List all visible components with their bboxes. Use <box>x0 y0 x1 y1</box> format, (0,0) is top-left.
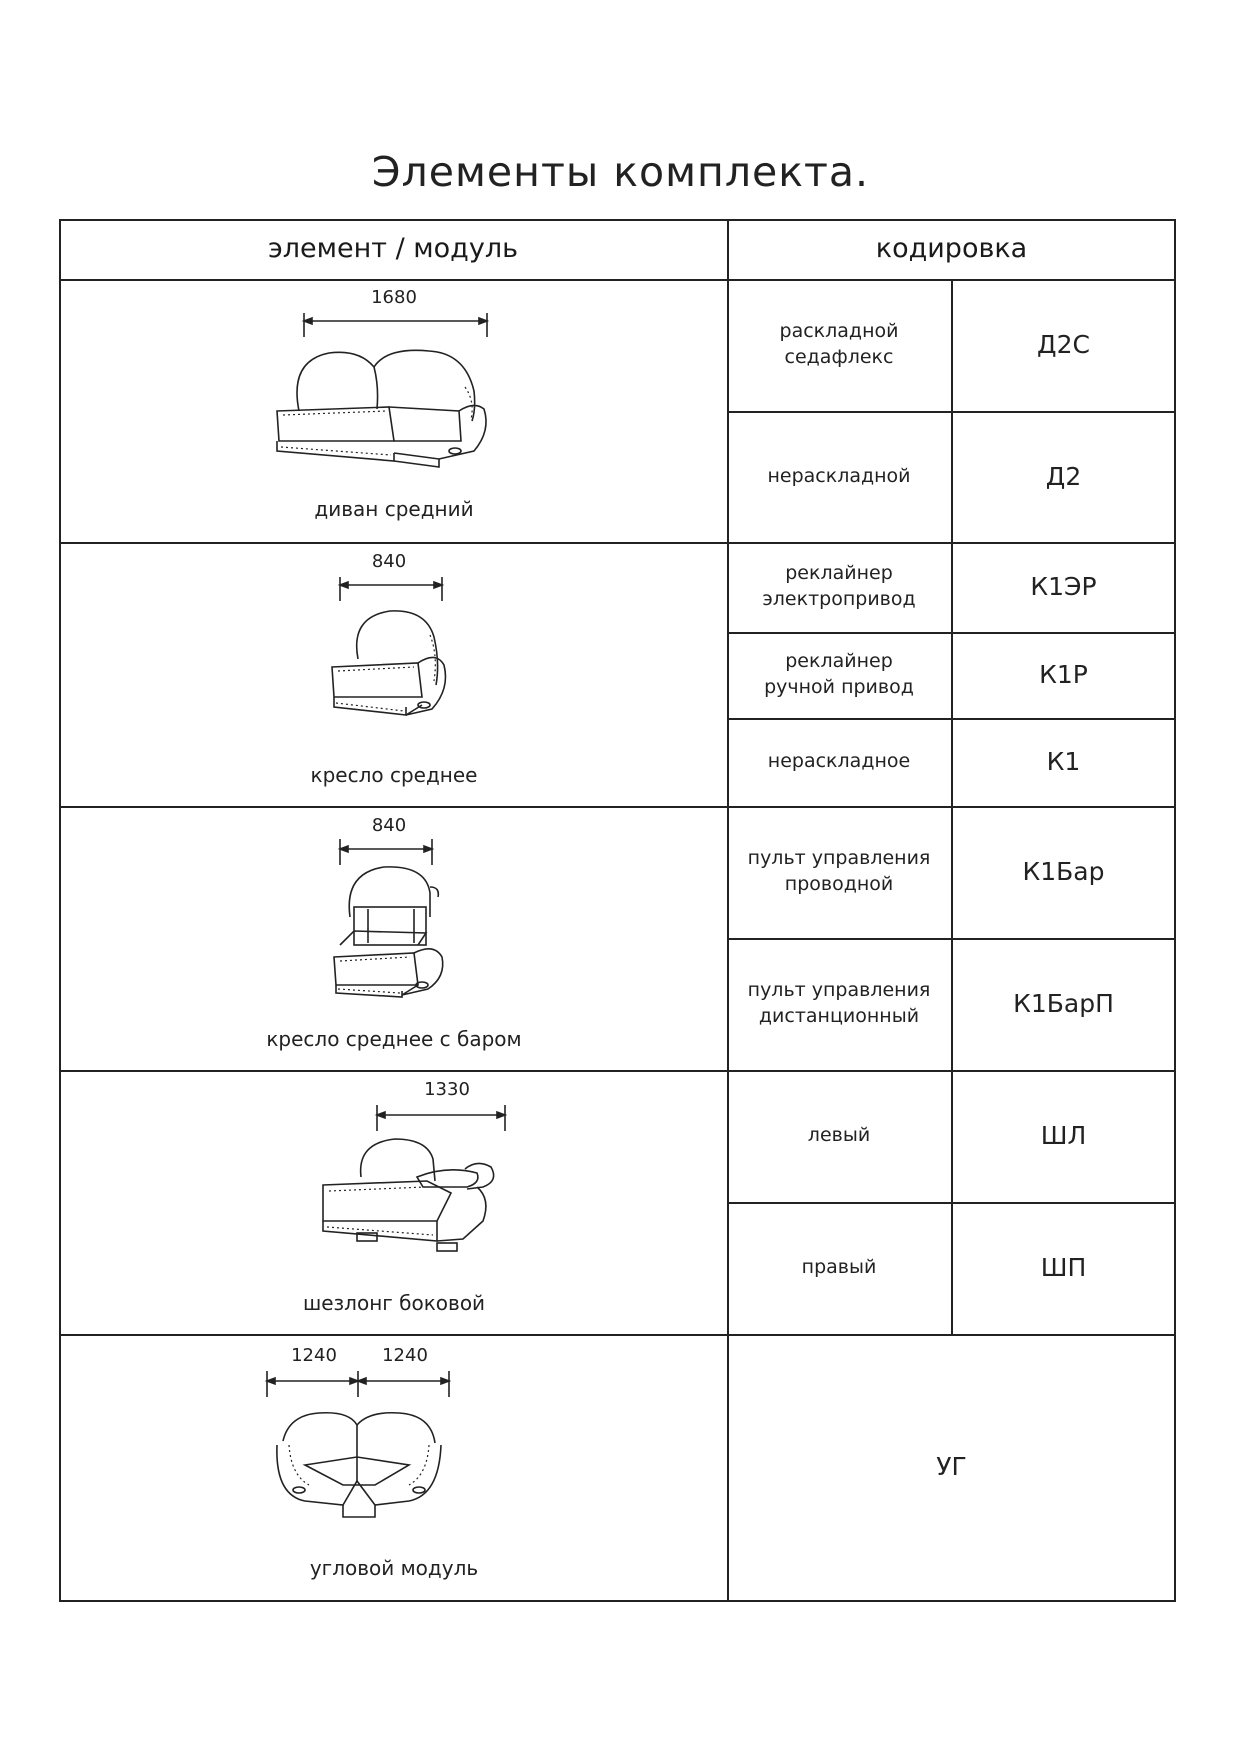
row-name: кресло среднее с баром <box>266 1027 522 1051</box>
option-label: пульт управления дистанционный <box>747 979 931 1027</box>
option-label: пульт управления проводной <box>747 847 931 895</box>
row-name: кресло среднее <box>310 763 478 787</box>
row-name: угловой модуль <box>309 1556 479 1580</box>
option-label: реклайнер ручной привод <box>764 650 914 698</box>
option-code: К1 <box>1046 747 1081 777</box>
option-label: реклайнер электропривод <box>762 562 916 610</box>
option-code: К1Р <box>1039 660 1088 690</box>
armchair-bar-drawing <box>314 817 484 1017</box>
dimension-label: 1680 <box>371 287 417 308</box>
header-element: элемент / модуль <box>267 232 518 264</box>
option-code: Д2 <box>1045 461 1082 491</box>
armchair-drawing <box>314 551 484 745</box>
option-label: раскладной седафлекс <box>779 320 899 368</box>
row-name: шезлонг боковой <box>302 1291 486 1315</box>
option-code: ШЛ <box>1040 1121 1087 1151</box>
option-code: К1Бар <box>1022 857 1105 887</box>
option-label: нераскладной <box>767 464 911 487</box>
page-title: Элементы комплекта. <box>371 148 870 196</box>
option-code: Д2С <box>1037 330 1090 360</box>
corner-drawing <box>259 1345 499 1545</box>
option-label: левый <box>807 1124 871 1147</box>
dimension-label: 1240 <box>291 1345 337 1366</box>
header-code: кодировка <box>875 232 1028 264</box>
dimension-label: 1330 <box>424 1079 470 1100</box>
dimension-label: 840 <box>371 815 407 836</box>
dimension-label: 840 <box>371 551 407 572</box>
sofa-drawing <box>269 287 519 481</box>
option-code: К1БарП <box>1013 989 1114 1019</box>
row-name: диван средний <box>314 497 474 521</box>
option-code: ШП <box>1040 1253 1087 1283</box>
option-code: УГ <box>936 1452 967 1482</box>
dimension-label: 1240 <box>382 1345 428 1366</box>
elements-table <box>59 219 1176 1601</box>
option-code: К1ЭР <box>1030 572 1097 602</box>
chaise-drawing <box>277 1081 527 1281</box>
option-label: правый <box>801 1256 877 1279</box>
option-label: нераскладное <box>767 750 911 773</box>
